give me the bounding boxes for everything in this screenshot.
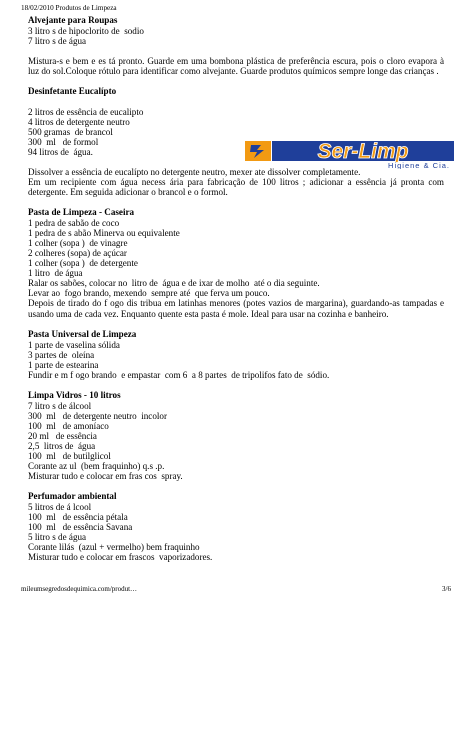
ingredient-line: 3 partes de oleína [28, 349, 95, 360]
logo-graphic [245, 139, 454, 169]
ingredient-line: 2,5 litros de água [28, 440, 96, 451]
instructions-paragraph: Em um recipiente com água necess ária para fabricação de 100 litros ; adicionar a essência já pronta com detergente. Em seguida adicionar o brancol e o formol. [28, 177, 444, 198]
section-limpa-vidros [28, 390, 448, 481]
ingredient-line: 94 litros de água. [28, 147, 93, 158]
section-pasta-universal [28, 329, 448, 380]
ingredient-line: 5 litro s de água [28, 531, 87, 542]
instruction-line: Levar ao fogo brando, mexendo sempre até que ferva um pouco. [28, 288, 270, 299]
ingredient-line: 4 litros de detergente neutro [28, 117, 130, 128]
ingredient-line: 100 ml de essência Savana [28, 521, 133, 532]
section-title: Desinfetante Eucalípto [28, 86, 117, 97]
instruction-line: Misturar tudo e colocar em frascos vaporizadores. [28, 551, 213, 562]
section-title: Perfumador ambiental [28, 490, 117, 501]
ingredient-line: 500 gramas de brancol [28, 127, 113, 138]
ingredient-line: 1 parte de estearina [28, 359, 99, 370]
ingredient-line: 1 pedra de sabão de coco [28, 218, 120, 229]
ingredient-line: Corante lilás (azul + vermelho) bem fraquinho [28, 541, 200, 552]
instruction-line: Misturar tudo e colocar em fras cos spray. [28, 470, 183, 481]
section-perfumador [28, 491, 448, 562]
section-title: Limpa Vidros - 10 litros [28, 389, 121, 400]
ingredient-line: 5 litros de á lcool [28, 501, 92, 512]
section-title: Pasta Universal de Limpeza [28, 328, 137, 339]
section-title: Pasta de Limpeza - Caseira [28, 207, 135, 218]
ingredient-line: 1 parte de vaselina sólida [28, 339, 120, 350]
instructions-paragraph: Mistura-s e bem e es tá pronto. Guarde em uma bombona plástica de preferência escura, pois o cloro evapora à luz do sol.Coloque rótulo para identificar como alvejante. Guarde produtos químicos sempre longe das crianças . [28, 56, 444, 77]
ingredient-line: 100 ml de butilglicol [28, 450, 111, 461]
ingredient-line: 7 litro s de álcool [28, 400, 92, 411]
section-pasta-caseira [28, 207, 448, 318]
ingredient-line: 300 ml de formol [28, 137, 99, 148]
logo-tagline: Higiene & Cia. [388, 161, 450, 169]
document-body [28, 15, 448, 562]
footer-url: mileumsegredosdequimica.com/produt… [21, 585, 138, 593]
print-header: 18/02/2010 Produtos de Limpeza [21, 4, 117, 12]
ingredient-line: 20 ml de essência [28, 430, 97, 441]
ingredient-line: 2 litros de essência de eucalipto [28, 107, 144, 118]
ingredient-line: 1 pedra de s abão Minerva ou equivalente [28, 228, 180, 239]
instructions-paragraph: Dissolver a essência de eucalípto no detergente neutro, mexer ate dissolver completamente. [28, 167, 361, 178]
ingredient-line: 7 litro s de água [28, 36, 87, 46]
section-alvejante [28, 15, 448, 76]
ingredient-line: 100 ml de essência pétala [28, 511, 128, 522]
ser-limp-logo [245, 139, 454, 169]
instruction-line: Ralar os sabões, colocar no litro de água e de ixar de molho até o dia seguinte. [28, 278, 320, 289]
ingredient-line: Corante az ul (bem fraquinho) q.s .p. [28, 460, 165, 471]
ingredient-line: 300 ml de detergente neutro incolor [28, 410, 167, 421]
ingredient-line: 2 colheres (sopa) de açúcar [28, 248, 127, 259]
logo-brand-text: Ser-Limp [317, 140, 409, 163]
instruction-line: Fundir e m f ogo brando e empastar com 6 a 8 partes de tripolifos fato de sódio. [28, 369, 330, 380]
ingredient-line: 1 litro de água [28, 268, 83, 279]
page-number: 3/6 [442, 585, 451, 593]
ingredient-line: 1 colher (sopa ) de detergente [28, 258, 138, 269]
ingredient-line: 1 colher (sopa ) de vinagre [28, 238, 128, 249]
ingredient-line: 100 ml de amoníaco [28, 420, 109, 431]
instructions-paragraph: Depois de tirado do f ogo dis tribua em latinhas menores (potes vazios de margarina), guardando-as tampadas e usando uma de cada vez. Enquanto quente esta pasta é mole. Ideal para usar na cozinha e banheiro. [28, 298, 444, 319]
section-title: Alvejante para Roupas [28, 15, 118, 25]
ingredient-line: 3 litro s de hipoclorito de sodio [28, 26, 144, 36]
